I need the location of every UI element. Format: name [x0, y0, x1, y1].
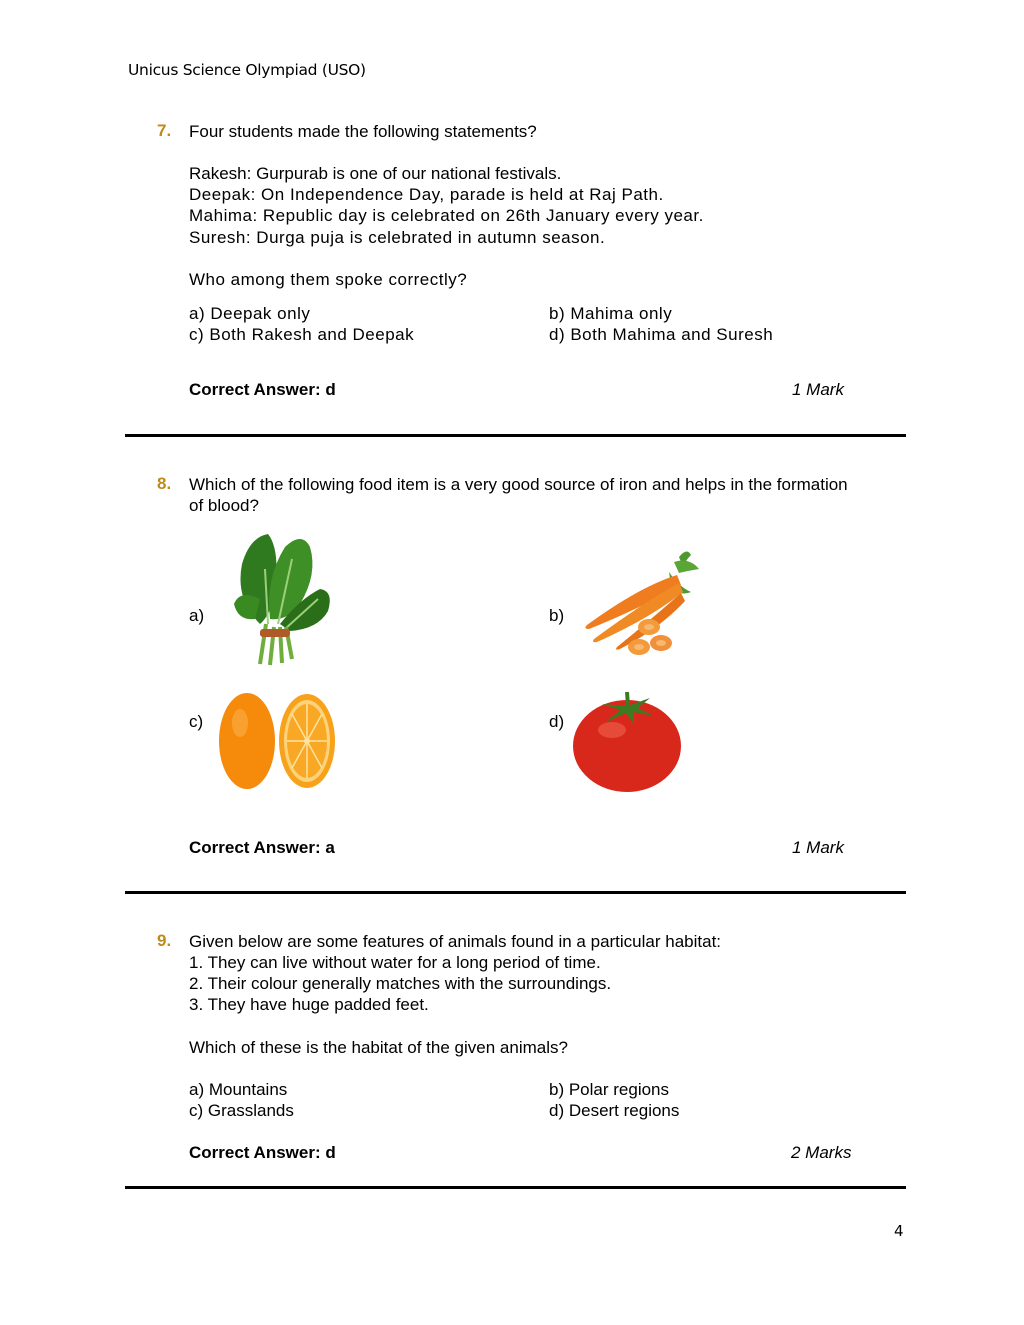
option-d: d) Both Mahima and Suresh	[549, 325, 774, 344]
question-number: 7.	[157, 121, 172, 140]
divider	[125, 1186, 906, 1189]
feature-item: 2. Their colour generally matches with the surroundings.	[189, 974, 612, 993]
feature-item: 1. They can live without water for a long period of time.	[189, 953, 601, 972]
option-d: d) Desert regions	[549, 1101, 680, 1120]
divider	[125, 891, 906, 894]
correct-answer: Correct Answer: a	[189, 838, 335, 857]
spinach-image	[230, 529, 335, 669]
statement: Mahima: Republic day is celebrated on 26th January every year.	[189, 206, 704, 225]
question-prompt: Which of these is the habitat of the given animals?	[189, 1038, 568, 1057]
option-b: b) Polar regions	[549, 1080, 670, 1099]
question-prompt: Who among them spoke correctly?	[189, 270, 468, 289]
question-text: Given below are some features of animals found in a particular habitat:	[189, 932, 722, 951]
orange-image	[216, 688, 338, 793]
feature-item: 3. They have huge padded feet.	[189, 995, 429, 1014]
option-a: a) Mountains	[189, 1080, 288, 1099]
option-a: a)	[189, 606, 205, 625]
question-text: Which of the following food item is a very good source of iron and helps in the formation	[189, 475, 848, 494]
option-c: c) Grasslands	[189, 1101, 294, 1120]
option-c: c)	[189, 712, 204, 731]
statement: Rakesh: Gurpurab is one of our national festivals.	[189, 164, 562, 183]
divider	[125, 434, 906, 437]
marks: 1 Mark	[792, 380, 844, 399]
option-b: b) Mahima only	[549, 304, 673, 323]
marks: 1 Mark	[792, 838, 844, 857]
question-number: 8.	[157, 474, 172, 493]
question-number: 9.	[157, 931, 172, 950]
page-header: Unicus Science Olympiad (USO)	[128, 61, 366, 79]
tomato-image	[572, 688, 684, 794]
statement: Deepak: On Independence Day, parade is held at Raj Path.	[189, 185, 664, 204]
option-a: a) Deepak only	[189, 304, 311, 323]
option-d: d)	[549, 712, 565, 731]
page-number: 4	[894, 1222, 904, 1240]
carrot-image	[579, 547, 704, 662]
question-text: of blood?	[189, 496, 259, 515]
correct-answer: Correct Answer: d	[189, 380, 336, 399]
correct-answer: Correct Answer: d	[189, 1143, 336, 1162]
marks: 2 Marks	[791, 1143, 852, 1162]
question-text: Four students made the following statements?	[189, 122, 537, 141]
statement: Suresh: Durga puja is celebrated in autumn season.	[189, 228, 606, 247]
option-b: b)	[549, 606, 565, 625]
option-c: c) Both Rakesh and Deepak	[189, 325, 415, 344]
